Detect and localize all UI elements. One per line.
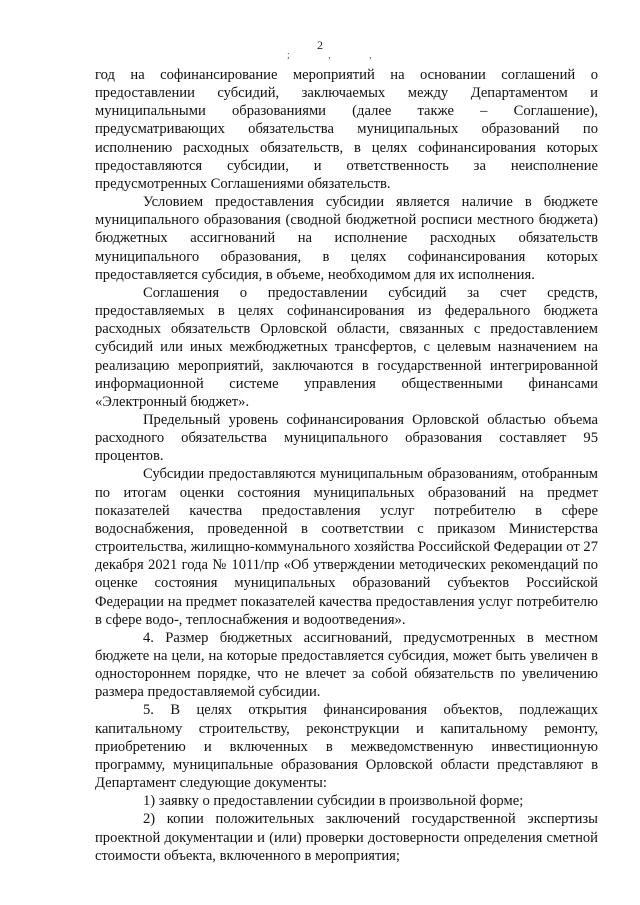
paragraph-continuation: год на софинансирование мероприятий на основании соглашений о предоставлении субсидий, заключаемых между Департаментом и муниципальными образованиями (далее также – Соглашение), предусматривающих обязательства муниципальных образований по исполнению расходных обязательств, в целях софинансирования которых предоставляются субсидии, и ответственность за неисполнение предусмотренных Соглашениями обязательств. xyxy=(95,67,598,192)
paragraph-subsidy-recipients: Субсидии предоставляются муниципальным образованиям, отобранным по итогам оценки состояния муниципальных образований на предмет показателей качества предоставления услуг потребителю в сфере водоснабжения, проведенной в соответствии с приказом Министерства строительства, жилищно-коммунального хозяйства Российской Федерации от 27 декабря 2021 года № 1011/пр «Об утверждении методических рекомендаций по оценке состояния муниципальных образований субъектов Российской Федерации на предмет показателей качества предоставления услуг потребителю в сфере водо-, теплоснабжения и водоотведения». xyxy=(95,466,598,628)
paragraph-cofinancing-level: Предельный уровень софинансирования Орловской областью объема расходного обязательства муниципального образования составляет 95 процентов. xyxy=(95,411,598,465)
paragraph-agreements: Соглашения о предоставлении субсидий за счет средств, предоставляемых в целях софинансирования из федерального бюджета расходных обязательств Орловской области, связанных с предоставлением субсидий или иных межбюджетных трансфертов, с целевым назначением на реализацию мероприятий, заключаются в государственной интегрированной информационной системе управления общественными финансами «Электронный бюджет». xyxy=(95,284,598,410)
page-number: 2 xyxy=(317,38,323,52)
paragraph-section-5: 5. В целях открытия финансирования объектов, подлежащих капитальному строительству, реконструкции и капитальному ремонту, приобретению и включенных в межведомственную инвестиционную программу, муниципальные образования Орловской области представляют в Департамент следующие документы: xyxy=(95,702,598,792)
paragraph-section-4: 4. Размер бюджетных ассигнований, предусмотренных в местном бюджете на цели, на которые предоставляется субсидия, может быть увеличен в одностороннем порядке, что не влечет за собой обязательств по увеличению размера предоставляемой субсидии. xyxy=(95,629,598,701)
scan-marks: ; , , xyxy=(287,50,390,61)
document-body xyxy=(95,66,598,865)
list-item-1: 1) заявку о предоставлении субсидии в произвольной форме; xyxy=(143,793,524,810)
paragraph-subsidy-condition: Условием предоставления субсидии является наличие в бюджете муниципального образования (сводной бюджетной росписи местного бюджета) бюджетных ассигнований на исполнение расходных обязательств муниципального образования, в целях софинансирования которых предоставляется субсидия, в объеме, необходимом для их исполнения. xyxy=(95,194,598,283)
list-item-2: 2) копии положительных заключений государственной экспертизы проектной документации и (или) проверки достоверности определения сметной стоимости объекта, включенного в мероприятия; xyxy=(95,811,598,864)
